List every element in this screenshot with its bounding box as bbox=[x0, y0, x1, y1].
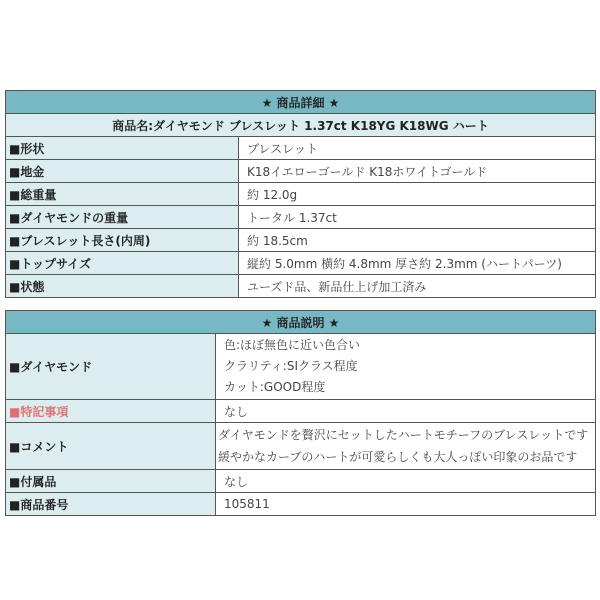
diamond-clarity-line: クラリティ:SIクラス程度 bbox=[224, 359, 358, 373]
total-weight-label: ■総重量 bbox=[6, 183, 239, 206]
comment-line-1: ダイヤモンドを贅沢にセットしたハートモチーフのブレスレットです bbox=[218, 428, 589, 442]
special-notes-value: なし bbox=[216, 400, 596, 423]
details-row-metal bbox=[6, 160, 596, 183]
details-row-shape bbox=[6, 137, 596, 160]
description-row-product-number bbox=[6, 493, 596, 516]
details-row-top-size bbox=[6, 252, 596, 275]
top-size-label: ■トップサイズ bbox=[6, 252, 239, 275]
details-header: ★ 商品詳細 ★ bbox=[6, 91, 596, 114]
diamond-weight-value: トータル 1.37ct bbox=[239, 206, 596, 229]
details-row-diamond-weight bbox=[6, 206, 596, 229]
metal-value: K18イエローゴールド K18ホワイトゴールド bbox=[239, 160, 596, 183]
comment-text bbox=[216, 423, 596, 470]
metal-label: ■地金 bbox=[6, 160, 239, 183]
description-row-diamond bbox=[6, 334, 596, 400]
description-header: ★ 商品説明 ★ bbox=[6, 311, 596, 334]
description-row-accessories bbox=[6, 470, 596, 493]
length-label: ■ブレスレット長さ(内周) bbox=[6, 229, 239, 252]
details-row-total-weight bbox=[6, 183, 596, 206]
top-size-value: 縦約 5.0mm 横約 4.8mm 厚さ約 2.3mm (ハートパーツ) bbox=[239, 252, 596, 275]
length-value: 約 18.5cm bbox=[239, 229, 596, 252]
diamond-weight-label: ■ダイヤモンドの重量 bbox=[6, 206, 239, 229]
product-name: 商品名:ダイヤモンド ブレスレット 1.37ct K18YG K18WG ハート bbox=[6, 114, 596, 137]
diamond-label: ■ダイヤモンド bbox=[6, 334, 216, 400]
accessories-value: なし bbox=[216, 470, 596, 493]
product-number-label: ■商品番号 bbox=[6, 493, 216, 516]
special-notes-label: ■特記事項 bbox=[6, 400, 216, 423]
product-details-table bbox=[5, 90, 596, 298]
product-description-table bbox=[5, 310, 596, 516]
accessories-label: ■付属品 bbox=[6, 470, 216, 493]
product-number-value: 105811 bbox=[216, 493, 596, 516]
total-weight-value: 約 12.0g bbox=[239, 183, 596, 206]
diamond-cut-line: カット:GOOD程度 bbox=[224, 380, 326, 394]
condition-label: ■状態 bbox=[6, 275, 239, 298]
diamond-color-line: 色:ほぼ無色に近い色合い bbox=[224, 338, 361, 352]
details-row-condition bbox=[6, 275, 596, 298]
diamond-details bbox=[216, 334, 596, 400]
description-row-special-notes bbox=[6, 400, 596, 423]
comment-label: ■コメント bbox=[6, 423, 216, 470]
shape-label: ■形状 bbox=[6, 137, 239, 160]
details-row-length bbox=[6, 229, 596, 252]
shape-value: ブレスレット bbox=[239, 137, 596, 160]
comment-line-2: 緩やかなカーブのハートが可愛らしくも大人っぽい印象のお品です bbox=[218, 450, 578, 464]
condition-value: ユーズド品、新品仕上げ加工済み bbox=[239, 275, 596, 298]
description-row-comment bbox=[6, 423, 596, 470]
